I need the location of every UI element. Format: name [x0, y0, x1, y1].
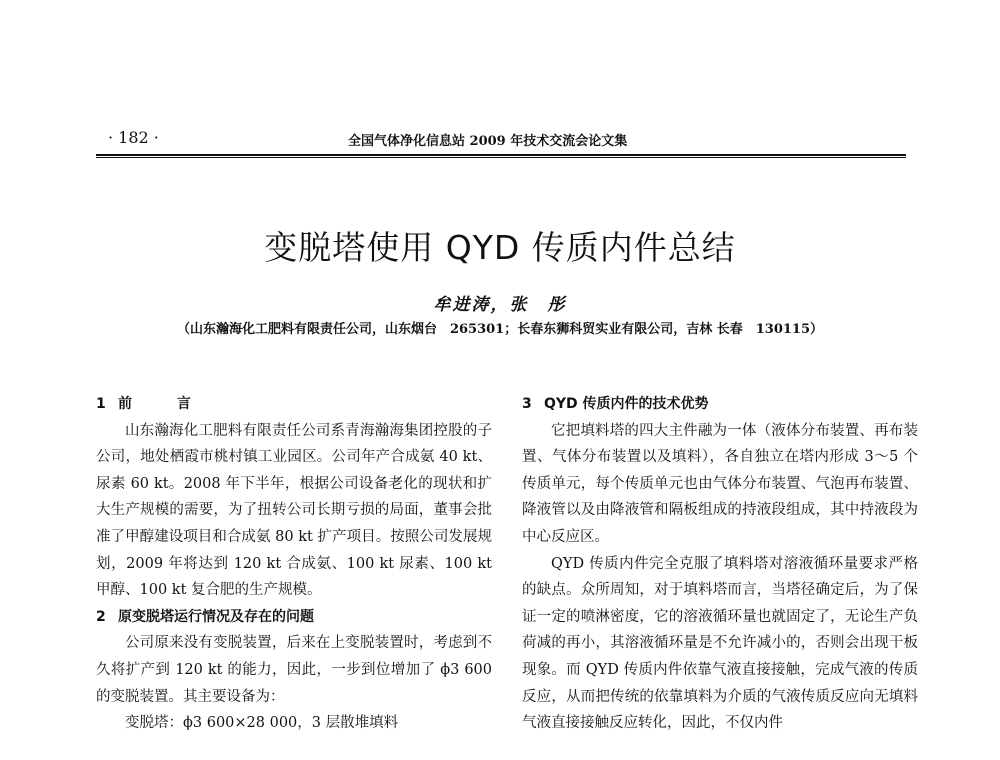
section-title: 前 言	[118, 396, 211, 412]
authors: 牟进涛，张 彤	[433, 295, 567, 315]
section-heading-3	[522, 391, 918, 418]
article-title: 变脱塔使用 QYD 传质内件总结	[264, 228, 736, 267]
running-header	[96, 128, 906, 154]
paragraph: 公司原来没有变脱装置，后来在上变脱装置时，考虑到不久将扩产到 120 kt 的能力，因此，一步到位增加了 ϕ3 600 的变脱装置。其主要设备为：	[96, 635, 492, 705]
right-column	[522, 391, 918, 737]
affiliation: （山东瀚海化工肥料有限责任公司，山东烟台 265301；长春东狮科贸实业有限公司，吉林 长春 130115）	[176, 322, 824, 337]
left-column	[96, 391, 492, 737]
section-title: 原变脱塔运行情况及存在的问题	[118, 608, 314, 625]
section-number: 1	[96, 396, 106, 412]
header-rule-thin	[96, 157, 906, 158]
section-number: 3	[522, 396, 532, 412]
header-rule-thick	[96, 154, 906, 156]
section-heading-1	[96, 391, 492, 418]
journal-title: 全国气体净化信息站 2009 年技术交流会论文集	[348, 134, 628, 149]
section-heading-2	[96, 604, 492, 631]
page-number: · 182 ·	[108, 128, 159, 147]
paragraph: QYD 传质内件完全克服了填料塔对溶液循环量要求严格的缺点。众所周知，对于填料塔而言，当塔径确定后，为了保证一定的喷淋密度，它的溶液循环量也就固定了，无论生产负荷减的再小，其溶液循环量是不允许减小的，否则会出现干板现象。而 QYD 传质内件依靠气液直接接触，完成气液的传质反应，从而把传统的依靠填料为介质的气液传质反应向无填料气液直接接触反应转化，因此，不仅内件	[522, 555, 918, 732]
section-title: QYD 传质内件的技术优势	[544, 396, 709, 412]
section-number: 2	[96, 608, 106, 625]
paragraph: 变脱塔：ϕ3 600×28 000，3 层散堆填料	[125, 715, 399, 732]
paragraph: 它把填料塔的四大主件融为一体（液体分布装置、再布装置、气体分布装置以及填料），各自独立在塔内形成 3～5 个传质单元，每个传质单元也由气体分布装置、气泡再布装置、降液管以及由降液管和隔板组成的持液段组成，其中持液段为中心反应区。	[522, 422, 918, 545]
paragraph: 山东瀚海化工肥料有限责任公司系青海瀚海集团控股的子公司，地处栖霞市桃村镇工业园区。公司年产合成氨 40 kt、尿素 60 kt。2008 年下半年，根据公司设备老化的现状和扩大生产规模的需要，为了扭转公司长期亏损的局面，董事会批准了甲醇建设项目和合成氨 80 kt 扩产项目。按照公司发展规划，2009 年将达到 120 kt 合成氨、100 kt 尿素、100 kt 甲醇、100 kt 复合肥的生产规模。	[96, 422, 492, 599]
